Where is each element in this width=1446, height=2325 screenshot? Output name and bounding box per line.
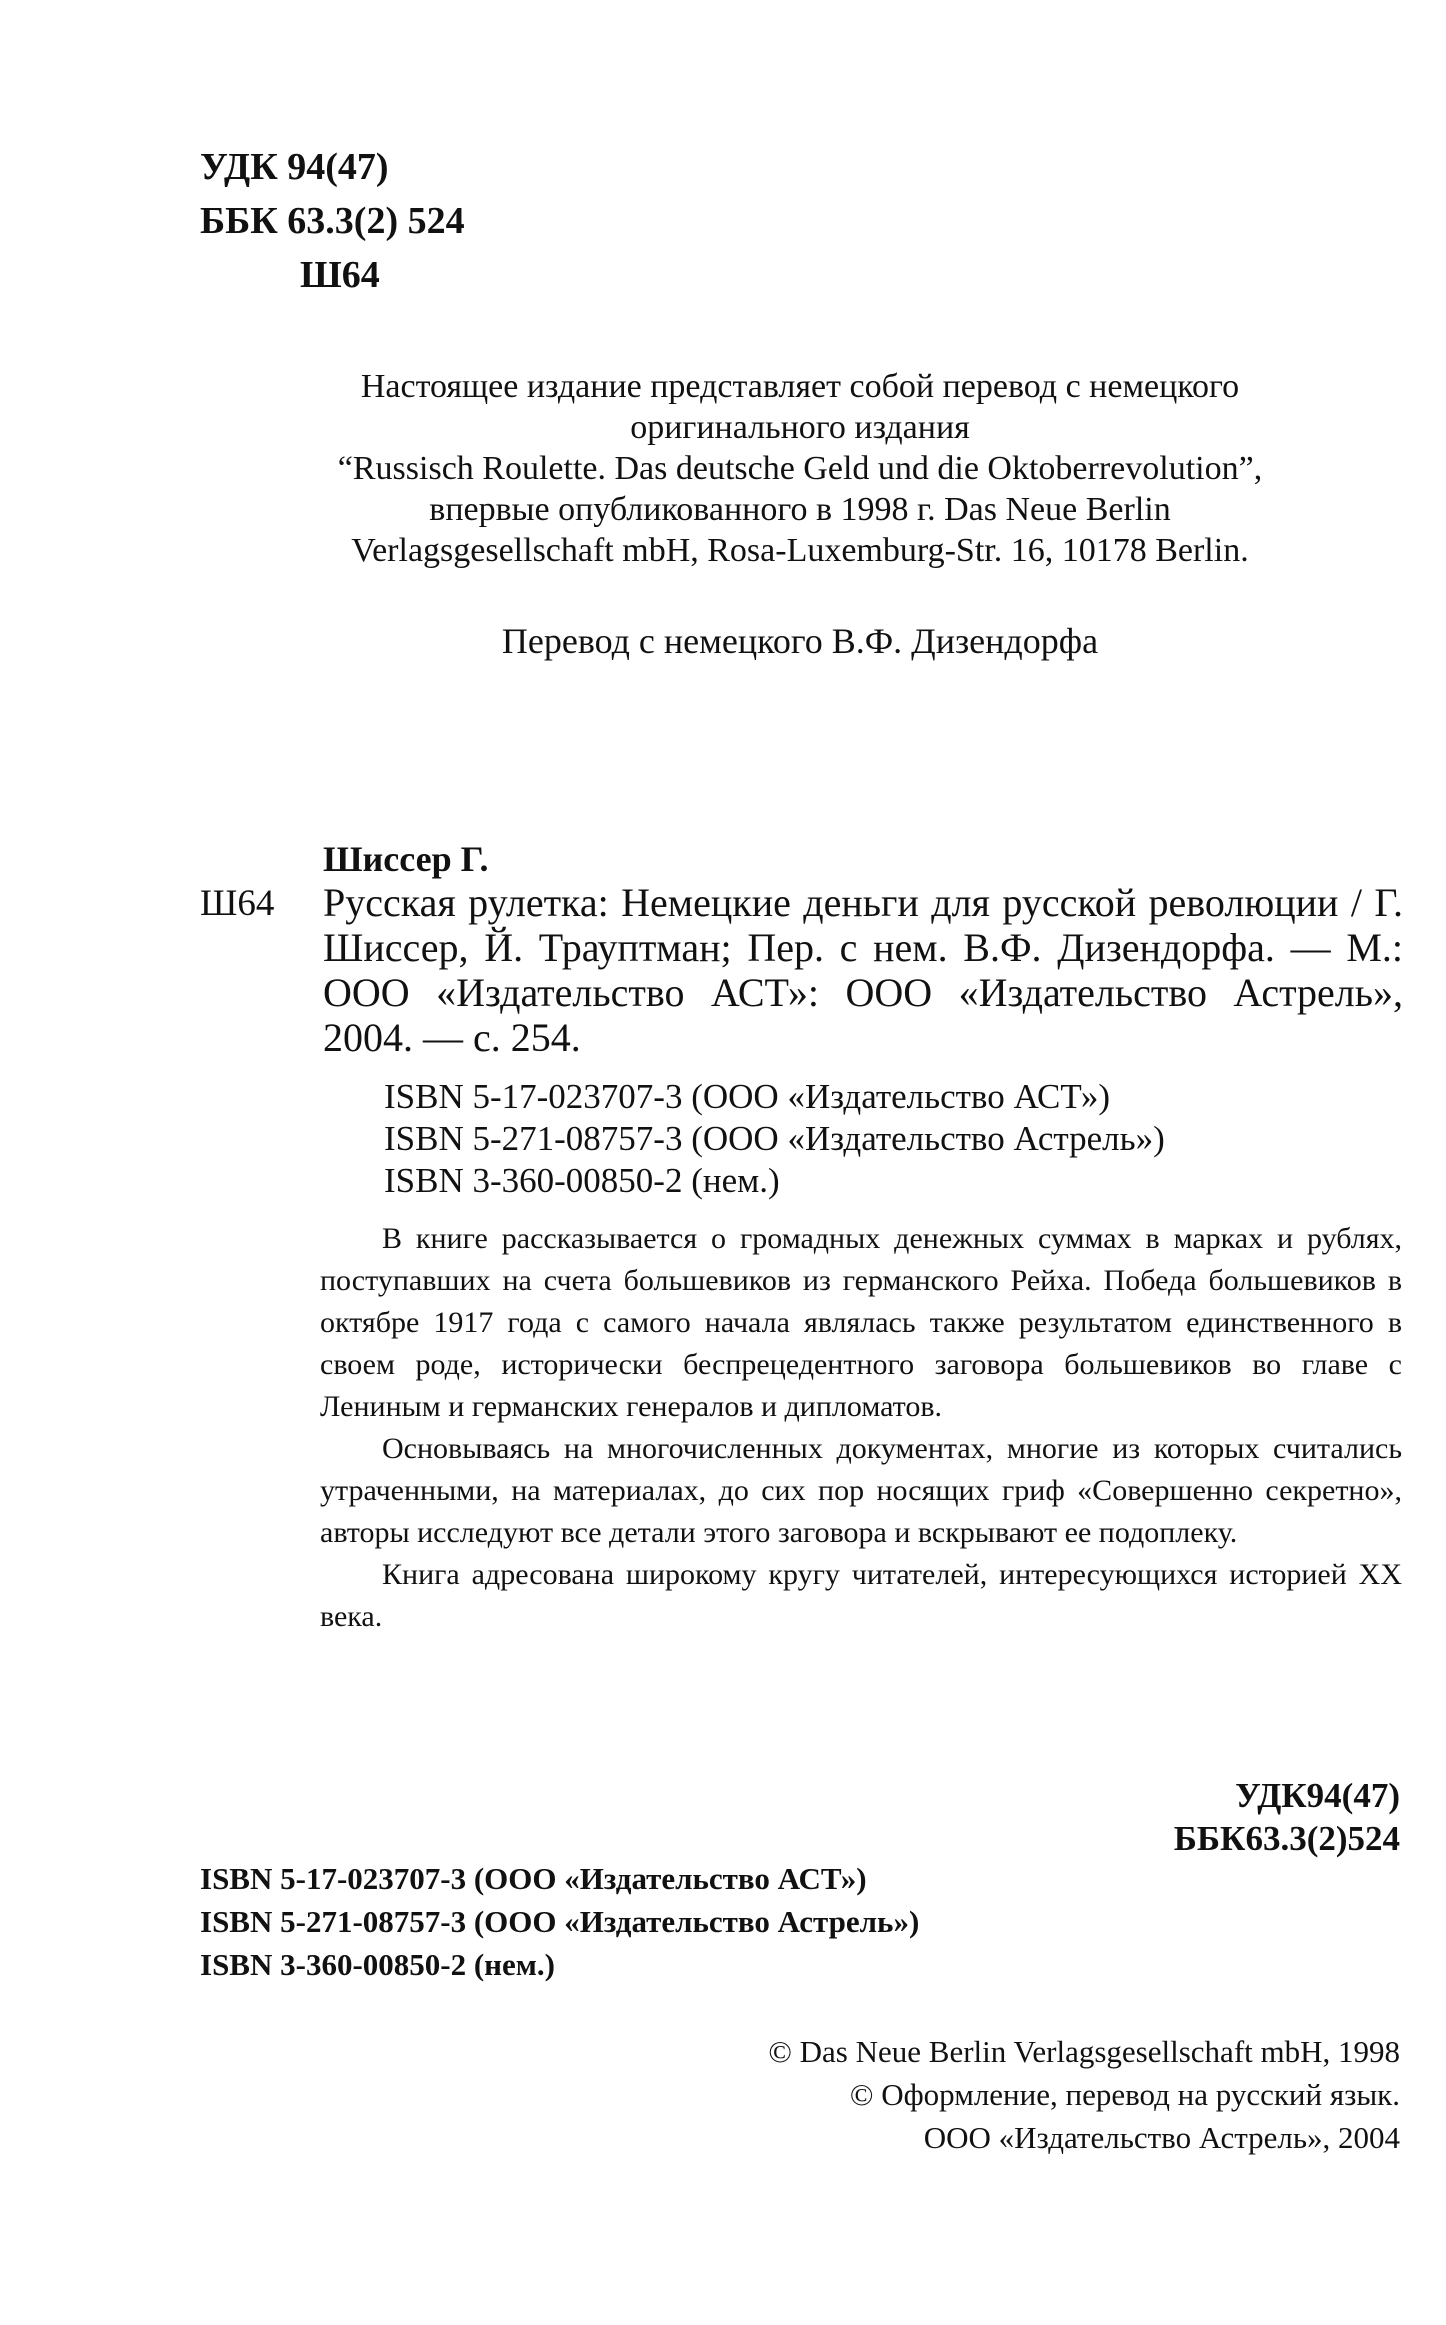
bib-author: Шиссер Г. (323, 839, 489, 879)
bbk-code: ББК 63.3(2) 524 (200, 200, 465, 242)
copyright-line: © Оформление, перевод на русский язык. (849, 2077, 1400, 2112)
isbn-entry: ISBN 5-17-023707-3 (ООО «Издательство АСТ») (384, 1077, 1110, 1116)
isbn-list-bottom (200, 1857, 919, 1986)
bib-isbn-list (384, 1076, 1165, 1202)
translation-note (200, 366, 1400, 571)
annotation-paragraph: В книге рассказывается о громадных денежных суммах в марках и рублях, поступавших на счета большевиков из германского Рейха. Победа большевиков в октябре 1917 года с самого начала являлась также результатом единственного в своем роде, исторически беспрецедентного заговора большевиков во главе с Лениным и германских генералов и дипломатов. (320, 1222, 1402, 1423)
copyright-line: © Das Neue Berlin Verlagsgesellschaft mbH, 1998 (768, 2034, 1400, 2069)
translation-note-line: “Russisch Roulette. Das deutsche Geld und die Oktoberrevolution”, (337, 450, 1263, 487)
annotation-paragraph: Книга адресована широкому кругу читателей, интересующихся историей XX века. (320, 1558, 1402, 1633)
classification-block (200, 140, 465, 302)
bib-description: Русская рулетка: Немецкие деньги для русской революции / Г. Шиссер, Й. Трауптман; Пер. с нем. В.Ф. Дизендорфа. — М.: ООО «Издательство АСТ»: ООО «Издательство Астрель», 2004. — с. 254. (323, 880, 1403, 1060)
bbk-code-right: ББК63.3(2)524 (1173, 1819, 1400, 1858)
author-sign-code: Ш64 (300, 254, 380, 296)
annotation (320, 1218, 1402, 1638)
udk-code-right: УДК94(47) (1235, 1776, 1400, 1815)
translation-note-line: впервые опубликованного в 1998 г. Das Neue Berlin (429, 491, 1171, 528)
isbn-entry: ISBN 5-271-08757-3 (ООО «Издательство Астрель») (200, 1904, 920, 1939)
index-codes (1174, 1774, 1400, 1860)
isbn-entry: ISBN 3-360-00850-2 (нем.) (384, 1161, 780, 1200)
translator-credit: Перевод с немецкого В.Ф. Дизендорфа (501, 621, 1099, 661)
udk-code: УДК 94(47) (200, 146, 389, 188)
bib-code: Ш64 (200, 883, 275, 924)
translation-note-line: Verlagsgesellschaft mbH, Rosa-Luxemburg-Str. 16, 10178 Berlin. (351, 532, 1249, 569)
isbn-entry: ISBN 3-360-00850-2 (нем.) (200, 1947, 555, 1982)
isbn-entry: ISBN 5-17-023707-3 (ООО «Издательство АСТ») (200, 1861, 867, 1896)
annotation-paragraph: Основываясь на многочисленных документах, многие из которых считались утраченными, на материалах, до сих пор носящих гриф «Совершенно секретно», авторы исследуют все детали этого заговора и вскрывают ее подоплеку. (320, 1432, 1402, 1549)
isbn-entry: ISBN 5-271-08757-3 (ООО «Издательство Астрель») (384, 1119, 1165, 1158)
translation-note-line: Настоящее издание представляет собой перевод с немецкого (360, 368, 1240, 405)
copyright-block (768, 2030, 1400, 2159)
translation-note-line: оригинального издания (630, 409, 970, 446)
copyright-line: ООО «Издательство Астрель», 2004 (923, 2120, 1400, 2155)
